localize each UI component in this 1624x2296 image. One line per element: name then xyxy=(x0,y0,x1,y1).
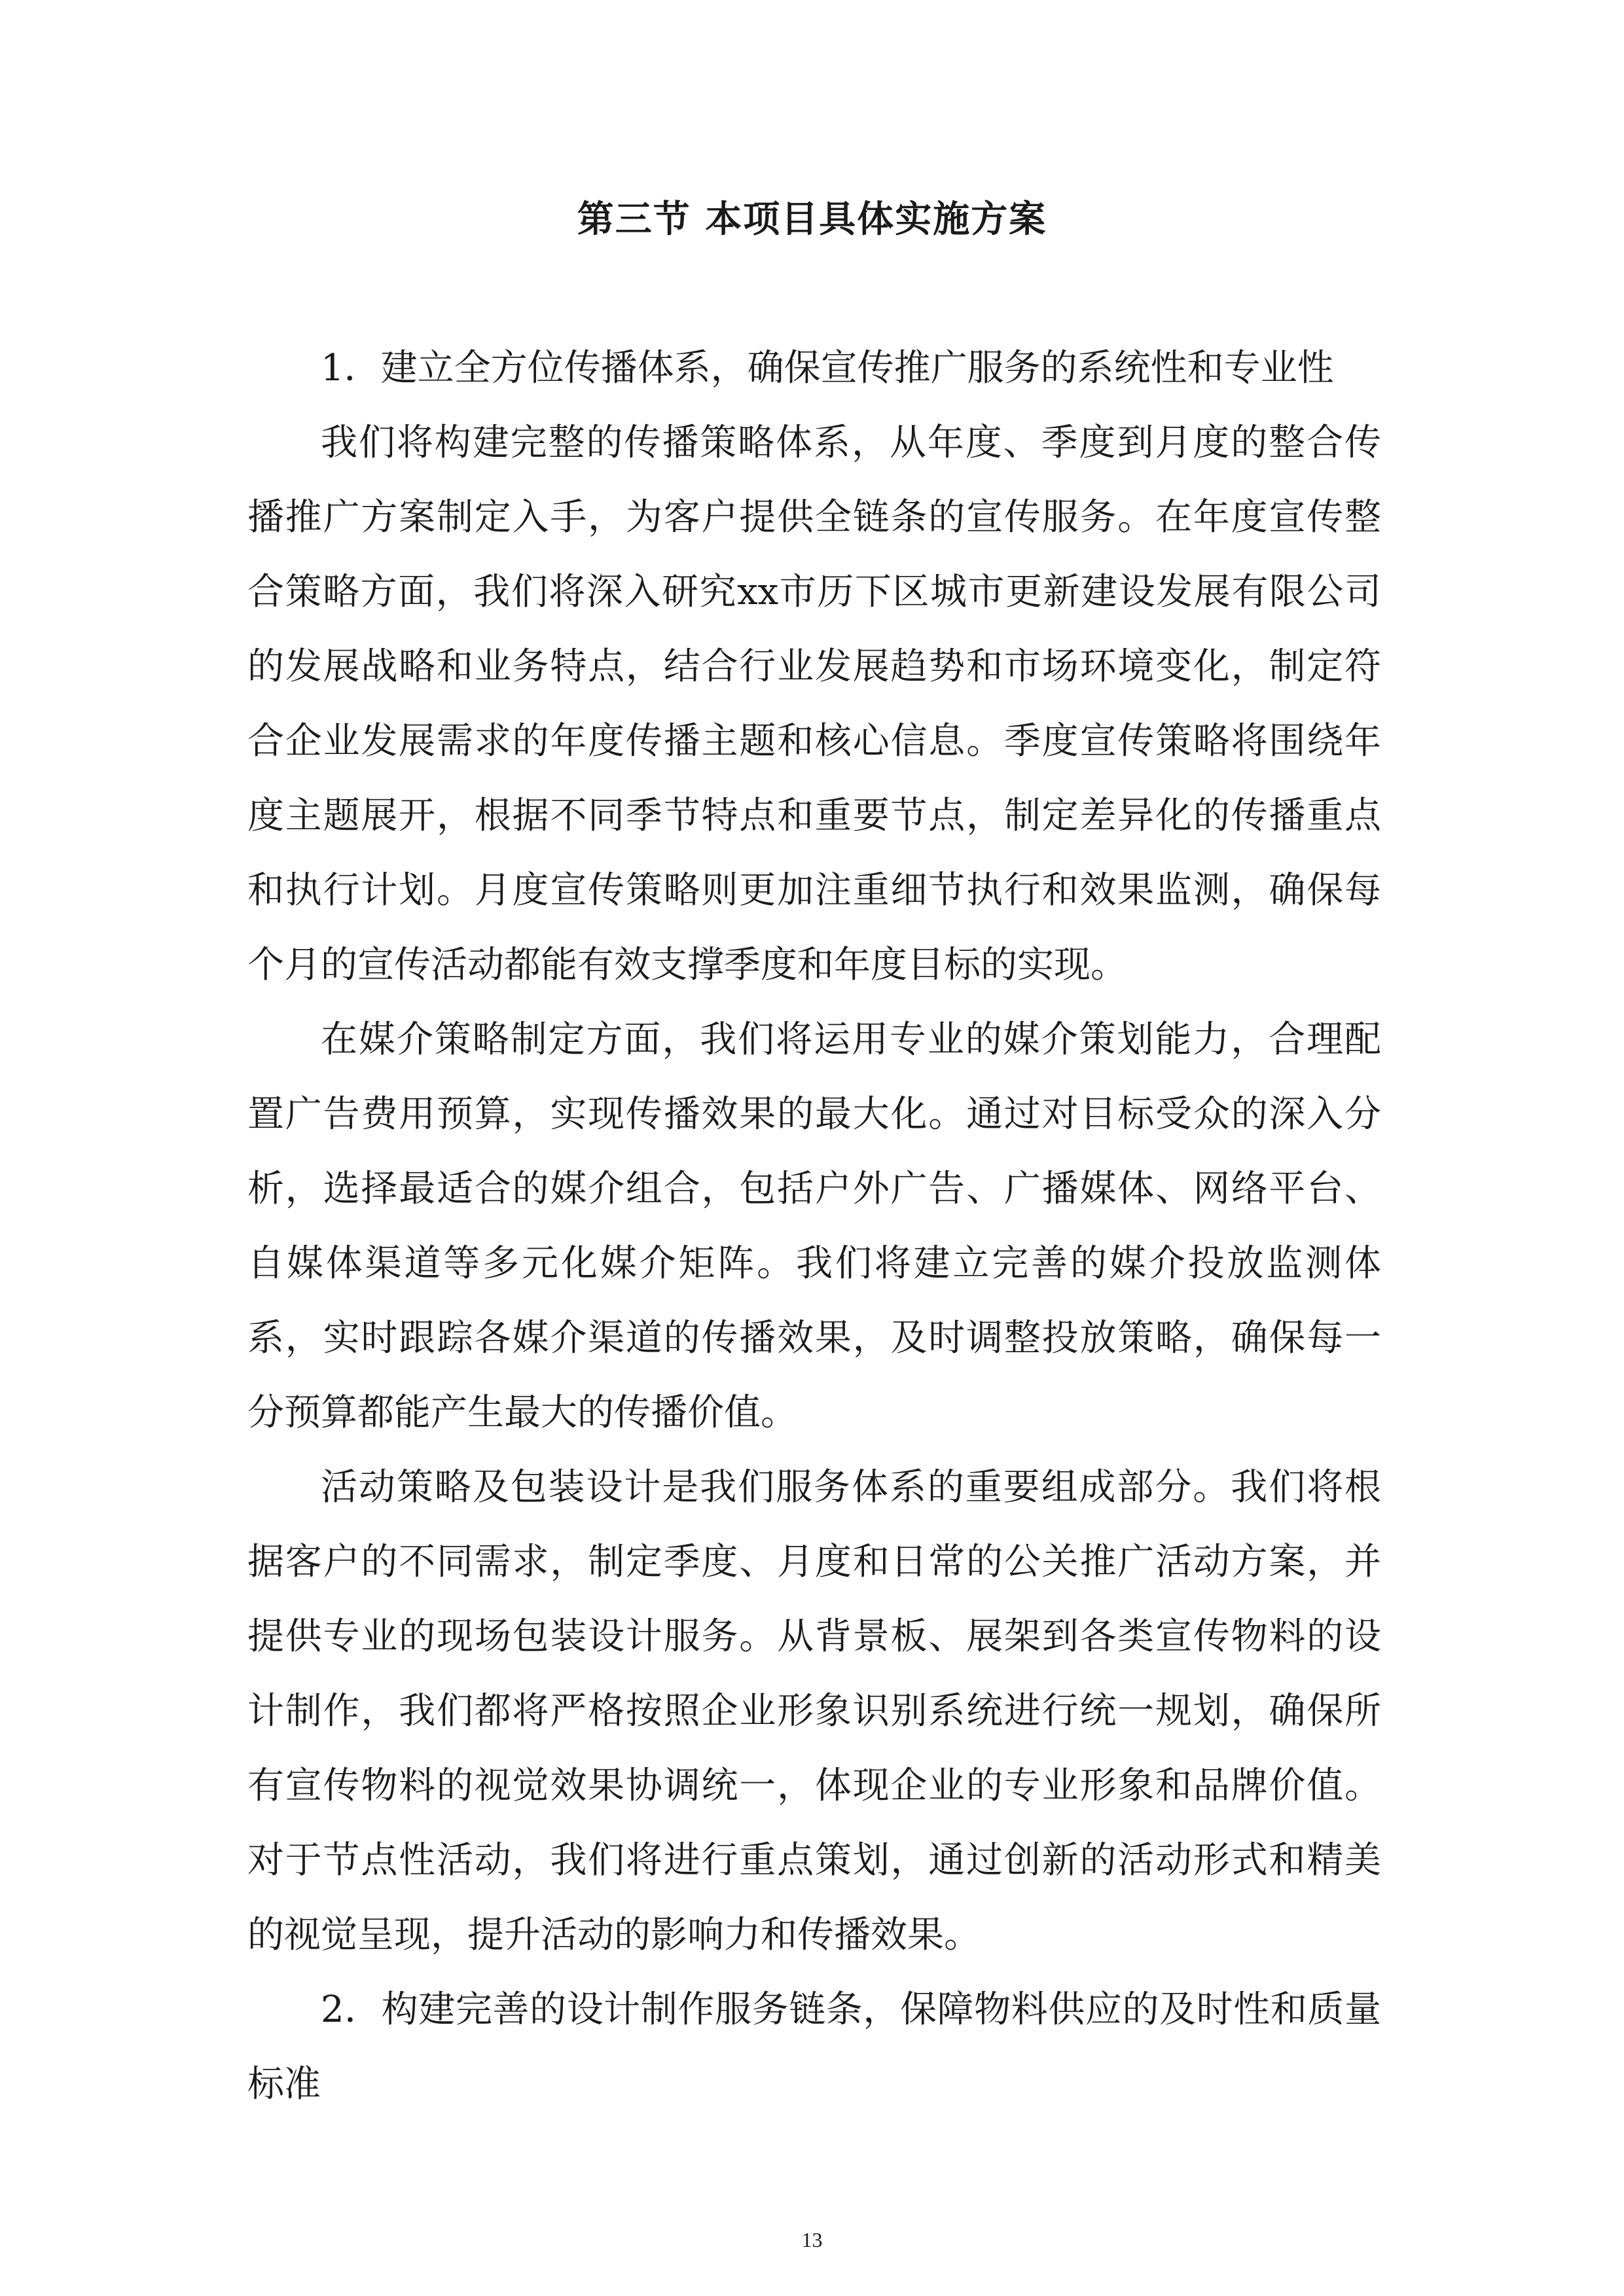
paragraph-heading-2: 2．构建完善的设计制作服务链条，保障物料供应的及时性和质量标准 xyxy=(247,1988,1381,2106)
paragraph-heading-1: 1．建立全方位传播体系，确保宣传推广服务的系统性和专业性 xyxy=(321,347,1334,389)
page-number: 13 xyxy=(801,2228,823,2251)
paragraph-event-design: 活动策略及包装设计是我们服务体系的重要组成部分。我们将根据客户的不同需求，制定季度、月度和日常的公关推广活动方案，并提供专业的现场包装设计服务。从背景板、展架到各类宣传物料的设计制作，我们都将严格按照企业形象识别系统进行统一规划，确保所有宣传物料的视觉效果协调统一，体现企业的专业形象和品牌价值。对于节点性活动，我们将进行重点策划，通过创新的活动形式和精美的视觉呈现，提升活动的影响力和传播效果。 xyxy=(247,1466,1381,1956)
paragraph-media-strategy: 在媒介策略制定方面，我们将运用专业的媒介策划能力，合理配置广告费用预算，实现传播效果的最大化。通过对目标受众的深入分析，选择最适合的媒介组合，包括户外广告、广播媒体、网络平台、自媒体渠道等多元化媒介矩阵。我们将建立完善的媒介投放监测体系，实时跟踪各媒介渠道的传播效果，及时调整投放策略，确保每一分预算都能产生最大的传播价值。 xyxy=(247,1018,1381,1434)
paragraph-communication-strategy: 我们将构建完整的传播策略体系，从年度、季度到月度的整合传播推广方案制定入手，为客户提供全链条的宣传服务。在年度宣传整合策略方面，我们将深入研究xx市历下区城市更新建设发展有限公司的发展战略和业务特点，结合行业发展趋势和市场环境变化，制定符合企业发展需求的年度传播主题和核心信息。季度宣传策略将围绕年度主题展开，根据不同季节特点和重要节点，制定差异化的传播重点和执行计划。月度宣传策略则更加注重细节执行和效果监测，确保每个月的宣传活动都能有效支撑季度和年度目标的实现。 xyxy=(247,422,1381,986)
section-title: 第三节 本项目具体实施方案 xyxy=(577,198,1047,241)
body-text xyxy=(247,331,1381,2122)
